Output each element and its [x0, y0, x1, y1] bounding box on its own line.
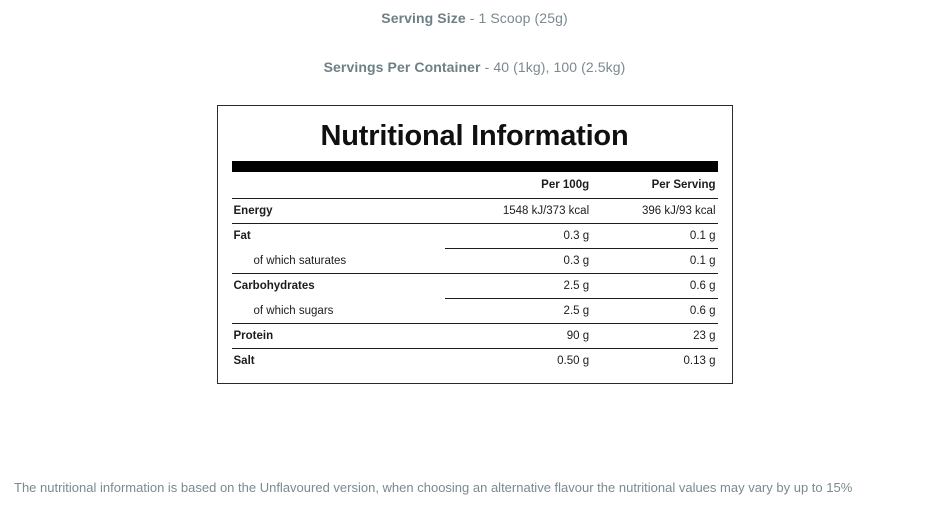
serving-size-label: Serving Size — [381, 10, 466, 26]
value-per-100g: 90 g — [445, 323, 591, 348]
column-header-per-serving: Per Serving — [651, 178, 716, 191]
value-per-100g: 0.3 g — [445, 223, 591, 248]
nutrient-name: Fat — [232, 223, 446, 248]
table-row — [232, 223, 718, 248]
servings-per-container-label: Servings Per Container — [323, 59, 481, 75]
panel-title: Nutritional Information — [320, 120, 629, 152]
value-per-serving: 0.1 g — [591, 223, 717, 248]
table-row — [232, 248, 718, 273]
column-header-per-100g: Per 100g — [541, 178, 590, 191]
value-per-serving: 0.1 g — [591, 248, 717, 273]
nutrient-name: of which saturates — [253, 254, 347, 267]
value-per-serving: 0.13 g — [591, 348, 717, 373]
value-per-100g: 2.5 g — [445, 273, 591, 298]
value-per-100g: 2.5 g — [445, 298, 591, 323]
nutrient-name: Energy — [232, 198, 446, 223]
table-row — [232, 298, 718, 323]
serving-size-value: - 1 Scoop (25g) — [469, 10, 568, 26]
nutrition-table-body — [232, 198, 718, 373]
servings-per-container-value: - 40 (1kg), 100 (2.5kg) — [484, 59, 626, 75]
nutrition-panel — [217, 105, 733, 384]
value-per-100g: 1548 kJ/373 kcal — [445, 198, 591, 223]
value-per-100g: 0.3 g — [445, 248, 591, 273]
title-divider — [232, 161, 718, 172]
value-per-100g: 0.50 g — [445, 348, 591, 373]
footer-note: The nutritional information is based on the Unflavoured version, when choosing an alternative flavour the nutritional values may vary by up to 15% — [14, 480, 853, 495]
nutrition-panel-wrapper — [0, 105, 949, 384]
value-per-serving: 0.6 g — [591, 273, 717, 298]
value-per-serving: 396 kJ/93 kcal — [591, 198, 717, 223]
nutrient-name: Carbohydrates — [232, 273, 446, 298]
serving-size-line — [0, 0, 949, 26]
column-header-nutrient — [232, 172, 446, 199]
table-row — [232, 348, 718, 373]
nutrition-table — [232, 172, 718, 373]
value-per-serving: 23 g — [591, 323, 717, 348]
table-header-row — [232, 172, 718, 199]
nutrient-name: of which sugars — [253, 304, 334, 317]
table-row — [232, 323, 718, 348]
servings-per-container-line — [0, 26, 949, 75]
value-per-serving: 0.6 g — [591, 298, 717, 323]
nutrient-name: Salt — [232, 348, 446, 373]
nutrient-name: Protein — [232, 323, 446, 348]
table-row — [232, 273, 718, 298]
table-row — [232, 198, 718, 223]
nutrition-table-head — [232, 172, 718, 199]
